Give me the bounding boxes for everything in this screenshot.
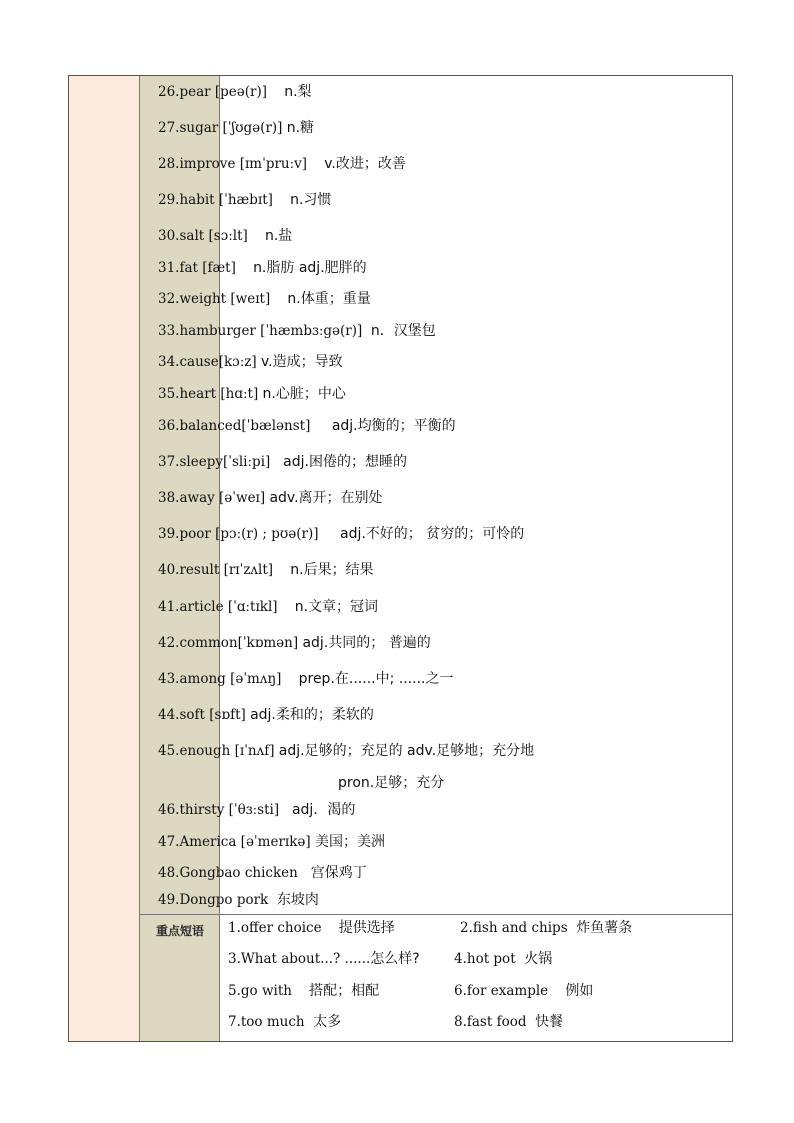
phrase-item: 3.What about...? ......怎么样?	[228, 951, 420, 967]
row-divider	[140, 914, 732, 915]
vocab-item: 48.Gongbao chicken 宫保鸡丁	[158, 865, 367, 881]
vocab-item: 28.improve [ɪmˈpruːv] v.改进；改善	[158, 156, 406, 172]
vocab-item: 33.hamburger [ˈhæmbɜːgə(r)] n．汉堡包	[158, 323, 436, 339]
vocab-item: 35.heart [hɑːt] n.心脏；中心	[158, 386, 346, 402]
phrase-item: 8.fast food 快餐	[454, 1014, 564, 1030]
phrase-item: 7.too much 太多	[228, 1014, 342, 1030]
vocab-item: 26.pear [peə(r)] n.梨	[158, 84, 312, 100]
vocab-item: 45.enough [ɪˈnʌf] adj.足够的；充足的 adv.足够地；充分地	[158, 743, 535, 759]
vocab-item: 41.article [ˈɑːtɪkl] n.文章；冠词	[158, 599, 379, 615]
key-phrases-label: 重点短语	[155, 924, 204, 938]
vocab-item: 39.poor [pɔː(r) ; pʊə(r)] adj.不好的； 贫穷的；可怜的	[158, 526, 525, 542]
vocab-item: 32.weight [weɪt] n.体重；重量	[158, 291, 371, 307]
left-margin-column	[69, 76, 140, 1041]
vocab-item: 44.soft [sɒft] adj.柔和的；柔软的	[158, 707, 374, 723]
vocab-item-continuation: pron.足够；充分	[338, 775, 445, 791]
phrase-item: 4.hot pot 火锅	[454, 951, 553, 967]
phrase-item: 5.go with 搭配；相配	[228, 983, 380, 999]
vocab-item: 27.sugar [ˈʃʊgə(r)] n.糖	[158, 120, 315, 136]
vocab-item: 42.common[ˈkɒmən] adj.共同的； 普遍的	[158, 635, 431, 651]
vocab-item: 46.thirsty [ˈθɜːsti] adj．渴的	[158, 802, 356, 818]
vocab-item: 37.sleepy[ˈsliːpi] adj.困倦的；想睡的	[158, 454, 407, 470]
phrase-item: 1.offer choice 提供选择	[228, 920, 395, 936]
vocab-item: 36.balanced[ˈbælənst] adj.均衡的；平衡的	[158, 418, 456, 434]
vocab-item: 40.result [rɪˈzʌlt] n.后果；结果	[158, 562, 374, 578]
vocab-item: 29.habit [ˈhæbɪt] n.习惯	[158, 192, 332, 208]
phrase-item: 6.for example 例如	[454, 983, 594, 999]
vocab-item: 38.away [əˈweɪ] adv.离开；在别处	[158, 490, 383, 506]
vocab-item: 43.among [əˈmʌŋ] prep.在......中; ......之一	[158, 671, 454, 687]
phrase-item: 2.fish and chips 炸鱼薯条	[460, 920, 633, 936]
vocab-item: 49.Dongpo pork 东坡肉	[158, 892, 319, 908]
vocab-item: 34.cause[kɔːz] v.造成；导致	[158, 354, 343, 370]
vocab-item: 30.salt [sɔːlt] n.盐	[158, 228, 293, 244]
vocab-item: 47.America [əˈmerɪkə] 美国；美洲	[158, 834, 385, 850]
vocab-item: 31.fat [fæt] n.脂肪 adj.肥胖的	[158, 260, 367, 276]
